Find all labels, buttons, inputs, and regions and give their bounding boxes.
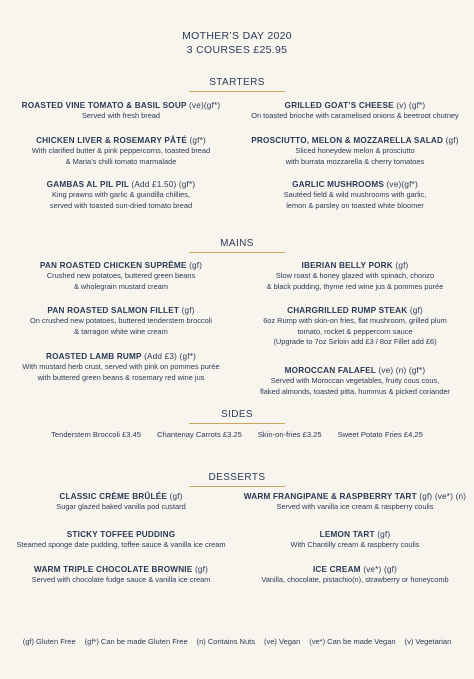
legend-item: (v) Vegetarian: [404, 637, 452, 646]
menu-item-name: [240, 565, 470, 574]
menu-item: [240, 101, 470, 122]
dish-name: GAMBAS AL PIL PIL: [46, 180, 129, 189]
dietary-tag: (ve)(gf*): [386, 180, 418, 189]
menu-item-name: [6, 306, 236, 315]
menu-item-description: & wholegrain mustard cream: [73, 281, 169, 291]
menu-item-description: (Upgrade to 7oz Sirloin add £3 / 8oz Fillet add £6): [273, 337, 437, 346]
mains-heading: [0, 238, 474, 253]
legend-item: (gf) Gluten Free: [22, 637, 76, 646]
menu-item: [6, 101, 236, 122]
menu-item-description: Served with fresh bread: [81, 111, 161, 120]
dish-name: ROASTED LAMB RUMP: [45, 352, 142, 361]
dish-name: IBERIAN BELLY PORK: [301, 261, 393, 270]
sides-list: [0, 430, 474, 439]
menu-item-description: With mustard herb crust, served with pink on pommes purée: [22, 362, 220, 371]
desserts-divider: [189, 486, 285, 487]
menu-item-description: Served with Moroccan vegetables, fruity cous cous,: [270, 376, 440, 385]
menu-item: [6, 352, 236, 383]
menu-item-name: [240, 101, 470, 110]
dietary-tag: (gf) (ve*) (n): [419, 492, 467, 501]
menu-item: [240, 366, 470, 397]
dietary-tag: (gf): [181, 306, 195, 315]
mains-heading-label: MAINS: [220, 238, 254, 249]
menu-item-description: Sugar glazed baked vanilla pod custard: [56, 502, 186, 511]
menu-item-name: [240, 530, 470, 539]
menu-item-name: [6, 136, 236, 145]
menu-item-description: Served with vanilla ice cream & raspberry coulis: [276, 502, 434, 511]
desserts-heading: [0, 472, 474, 487]
menu-item-description: Crushed new potatoes, buttered green beans: [46, 271, 196, 280]
menu-item: [6, 180, 236, 211]
menu-item-description: Sliced honeydew melon & prosciutto: [295, 146, 415, 155]
sides-heading-label: SIDES: [220, 409, 253, 420]
dish-name: PAN ROASTED CHICKEN SUPRÊME: [39, 261, 187, 270]
dietary-tag: (Add £3) (gf*): [144, 352, 197, 361]
legend-item: (ve) Vegan: [263, 637, 301, 646]
dietary-tag: (gf): [189, 261, 203, 270]
menu-item-name: [240, 180, 470, 189]
menu-item-description: With clarified butter & pink peppercorns, toasted bread: [31, 146, 211, 155]
menu-item-description: lemon & parsley on toasted white bloomer: [286, 200, 424, 210]
menu-item-description: with buttered green beans & rosemary red wine jus: [37, 372, 205, 382]
dish-name: GRILLED GOAT’S CHEESE: [284, 101, 394, 110]
menu-item: [240, 492, 470, 513]
menu-item-name: [6, 565, 236, 574]
menu-item-description: & Maria’s chilli tomato marmalade: [65, 156, 177, 166]
side-item: Chantenay Carrots £3.25: [157, 430, 242, 439]
menu-item-description: Vanilla, chocolate, pistachio(n), strawberry or honeycomb: [261, 575, 449, 584]
menu-item-name: [240, 261, 470, 270]
legend-item: (gf*) Can be made Gluten Free: [84, 637, 188, 646]
menu-title: MOTHER’S DAY 2020: [182, 30, 292, 42]
dietary-tag: (ve) (n) (gf*): [378, 366, 426, 375]
menu-item: [240, 136, 470, 167]
menu-item-description: With Chantilly cream & raspberry coulis: [290, 540, 420, 549]
dietary-tag: (ve*) (gf): [363, 565, 398, 574]
menu-item-description: served with toasted sun-dried tomato bread: [49, 200, 193, 210]
menu-item: [240, 180, 470, 211]
dish-name: ICE CREAM: [312, 565, 361, 574]
menu-item-description: Slow roast & honey glazed with spinach, chorizo: [275, 271, 435, 280]
side-item: Tenderstem Broccoli £3.45: [51, 430, 141, 439]
dish-name: CHARGRILLED RUMP STEAK: [287, 306, 408, 315]
dietary-tag: (gf): [395, 261, 409, 270]
menu-item-description: King prawns with garlic & guindilla chillies,: [51, 190, 191, 199]
dish-name: PAN ROASTED SALMON FILLET: [47, 306, 180, 315]
menu-item-name: [6, 492, 236, 501]
legend-item: (ve*) Can be made Vegan: [309, 637, 396, 646]
menu-item-name: [240, 492, 470, 501]
dietary-tag: (gf): [409, 306, 423, 315]
legend-item: (n) Contains Nuts: [196, 637, 255, 646]
menu-subtitle: 3 COURSES £25.95: [186, 44, 288, 56]
menu-item-description: On crushed new potatoes, buttered tenderstem broccoli: [30, 316, 212, 325]
dish-name: WARM FRANGIPANE & RASPBERRY TART: [243, 492, 417, 501]
dietary-tag: (gf*): [189, 136, 206, 145]
desserts-heading-label: DESSERTS: [208, 472, 266, 483]
menu-item-name: [6, 352, 236, 361]
side-item: Sweet Potato Fries £4.25: [337, 430, 423, 439]
menu-item-name: [240, 306, 470, 315]
menu-item: [6, 261, 236, 292]
menu-item: [6, 565, 236, 586]
dietary-tag: (v) (gf*): [396, 101, 426, 110]
starters-divider: [189, 91, 285, 92]
menu-item-description: Served with chocolate fudge sauce & vanilla ice cream: [31, 575, 211, 584]
menu-item-name: [6, 530, 236, 539]
dish-name: LEMON TART: [319, 530, 375, 539]
menu-item-description: with burrata mozzarella & cherry tomatoes: [285, 156, 425, 166]
menu-item-description: & black pudding, thyme red wine jus & pommes purée: [266, 281, 444, 291]
menu-item: [6, 306, 236, 337]
dish-name: STICKY TOFFEE PUDDING: [66, 530, 176, 539]
menu-item-description: & tarragon white wine cream: [74, 326, 168, 336]
dish-name: MOROCCAN FALAFEL: [284, 366, 376, 375]
dietary-tag: (Add £1.50) (gf*): [131, 180, 196, 189]
menu-item-name: [6, 101, 236, 110]
side-item: Skin-on-fries £3.25: [257, 430, 322, 439]
dietary-tag: (ve)(gf*): [188, 101, 221, 110]
menu-item-name: [240, 136, 470, 145]
dietary-tag: (gf): [377, 530, 391, 539]
menu-item: [240, 565, 470, 586]
menu-item-description: 6oz Rump with skin-on fries, flat mushroom, grilled plum: [263, 316, 447, 325]
menu-item: [240, 261, 470, 292]
starters-heading: [0, 77, 474, 92]
sides-divider: [189, 423, 285, 424]
menu-item-name: [6, 180, 236, 189]
dietary-tag: (gf): [169, 492, 183, 501]
menu-item: [240, 530, 470, 551]
dish-name: PROSCIUTTO, MELON & MOZZARELLA SALAD: [251, 136, 444, 145]
menu-item: [6, 492, 236, 513]
menu-item-description: tomato, rocket & peppercorn sauce: [297, 326, 413, 336]
menu-item-description: On toasted brioche with caramelised onions & beetroot chutney: [251, 111, 459, 120]
menu-item: [240, 306, 470, 348]
sides-heading: [0, 409, 474, 424]
dish-name: ROASTED VINE TOMATO & BASIL SOUP: [21, 101, 187, 110]
menu-item-description: flaked almonds, toasted pitta, hummus & picked coriander: [260, 386, 450, 396]
menu-item: [6, 136, 236, 167]
menu-item-name: [6, 261, 236, 270]
dietary-legend: [0, 637, 474, 646]
dish-name: CHICKEN LIVER & ROSEMARY PÂTÉ: [36, 136, 187, 145]
menu-item: [6, 530, 236, 551]
mains-divider: [189, 252, 285, 253]
starters-heading-label: STARTERS: [209, 77, 265, 88]
dietary-tag: (gf): [445, 136, 459, 145]
menu-item-description: Sautéed field & wild mushrooms with garlic,: [283, 190, 427, 199]
dish-name: WARM TRIPLE CHOCOLATE BROWNIE: [33, 565, 193, 574]
dish-name: CLASSIC CRÈME BRÛLÉE: [59, 492, 168, 501]
dish-name: GARLIC MUSHROOMS: [292, 180, 385, 189]
menu-item-description: Steamed sponge date pudding, toffee sauce & vanilla ice cream: [16, 540, 226, 549]
dietary-tag: (gf): [194, 565, 209, 574]
menu-item-name: [240, 366, 470, 375]
